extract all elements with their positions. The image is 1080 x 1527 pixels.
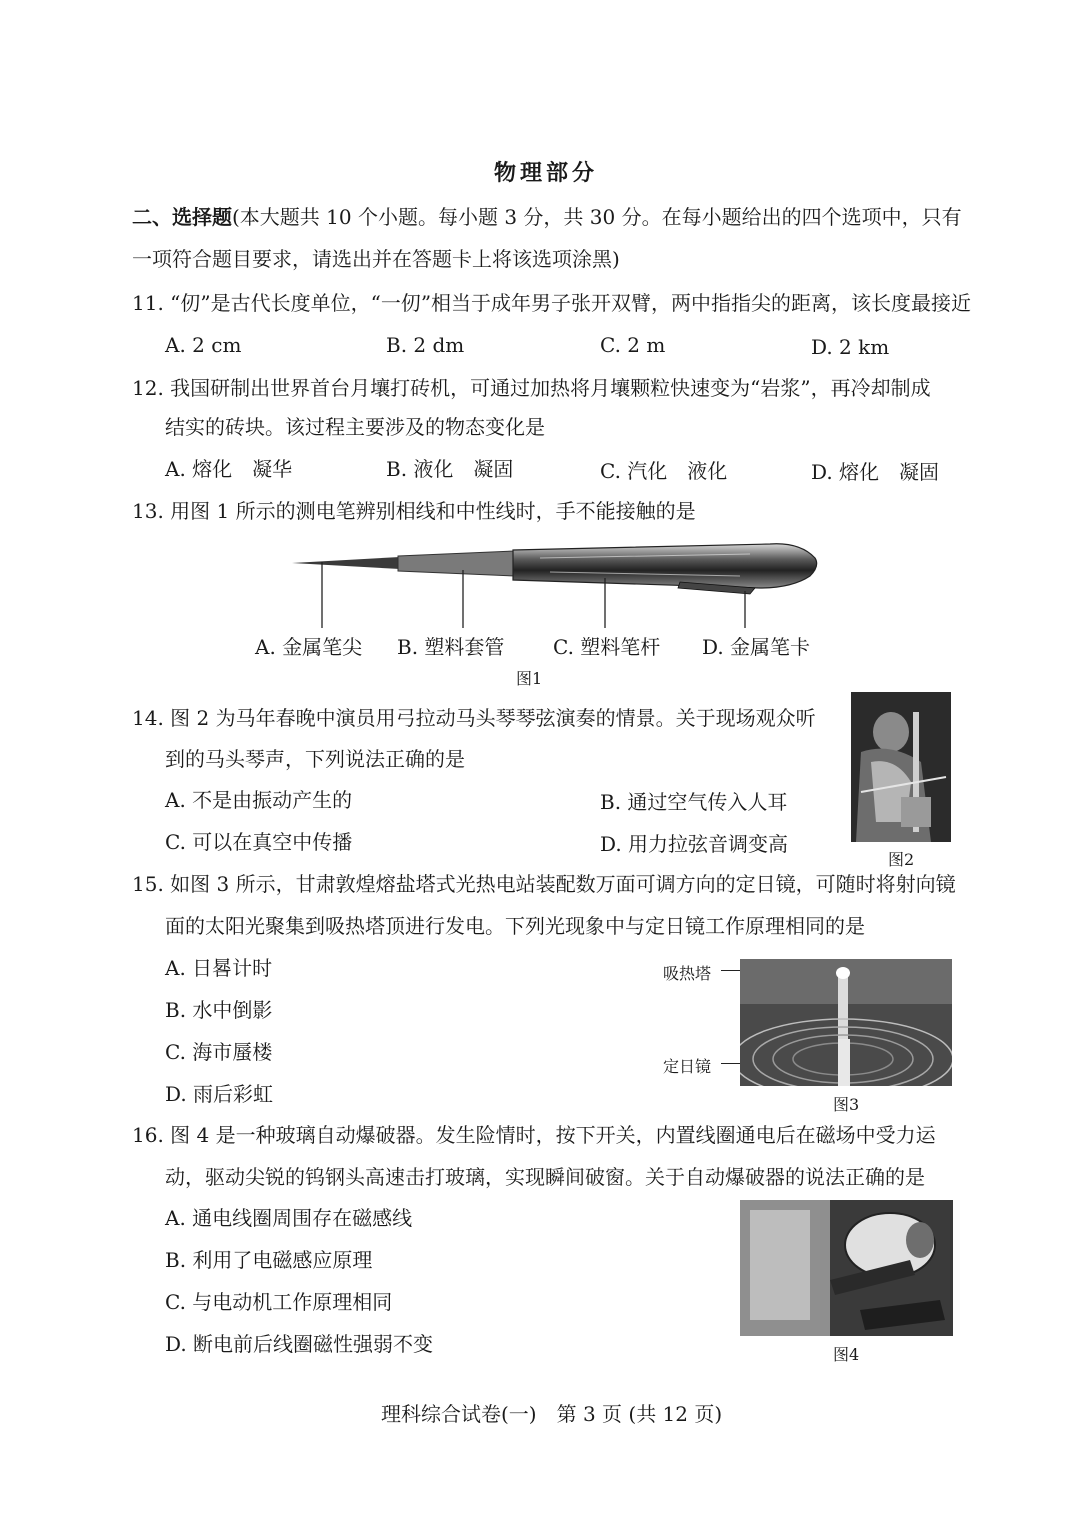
section-intro-line-1	[132, 204, 962, 230]
section-heading: 二、选择题	[132, 205, 232, 229]
q14-option-a: A. 不是由振动产生的	[165, 788, 353, 812]
section-intro-line-2: 一项符合题目要求，请选出并在答题卡上将该选项涂黑)	[132, 247, 620, 271]
q16-stem-line-1: 16. 图 4 是一种玻璃自动爆破器。发生险情时，按下开关，内置线圈通电后在磁场中受力运	[132, 1123, 936, 1147]
q11-option-d: D. 2 km	[811, 335, 890, 359]
figure-4-photo	[740, 1200, 953, 1336]
figure-3-caption: 图3	[833, 1095, 860, 1114]
q15-stem-line-2: 面的太阳光聚集到吸热塔顶进行发电。下列光现象中与定日镜工作原理相同的是	[165, 914, 865, 938]
figure-2-caption: 图2	[888, 850, 915, 869]
q15-option-c: C. 海市蜃楼	[165, 1040, 273, 1064]
pen-plastic-sleeve	[398, 551, 515, 576]
q16-option-b: B. 利用了电磁感应原理	[165, 1248, 373, 1272]
q11-option-b: B. 2 dm	[386, 333, 465, 357]
q15-option-b: B. 水中倒影	[165, 998, 273, 1022]
pen-metal-tip	[292, 557, 400, 569]
q15-option-d: D. 雨后彩虹	[165, 1082, 274, 1106]
q12-stem-line-2: 结实的砖块。该过程主要涉及的物态变化是	[165, 415, 545, 439]
q15-stem-line-1: 15. 如图 3 所示，甘肃敦煌熔盐塔式光热电站装配数万面可调方向的定日镜，可随时将射向镜	[132, 872, 956, 896]
q16-option-d: D. 断电前后线圈磁性强弱不变	[165, 1332, 434, 1356]
figure-4-caption: 图4	[833, 1345, 860, 1364]
q16-option-a: A. 通电线圈周围存在磁感线	[165, 1206, 413, 1230]
fig1-label-d: D. 金属笔卡	[702, 635, 811, 659]
figure-1-caption: 图1	[516, 669, 543, 688]
fig3-label-tower: 吸热塔	[663, 964, 712, 983]
q14-stem-line-1: 14. 图 2 为马年春晚中演员用弓拉动马头琴琴弦演奏的情景。关于现场观众听	[132, 706, 816, 730]
fig3-label-mirror: 定日镜	[663, 1057, 712, 1076]
page-title: 物理部分	[494, 160, 599, 186]
q15-option-a: A. 日晷计时	[165, 956, 273, 980]
fig1-label-a: A. 金属笔尖	[255, 635, 363, 659]
figure-3-photo	[740, 959, 952, 1086]
q11-stem: 11. “仞”是古代长度单位，“一仞”相当于成年男子张开双臂，两中指指尖的距离，该长度最接近	[132, 291, 972, 315]
figure-2-photo	[851, 692, 951, 842]
figure-1-test-pen	[280, 538, 840, 638]
q13-stem: 13. 用图 1 所示的测电笔辨别相线和中性线时，手不能接触的是	[132, 499, 696, 523]
q11-option-a: A. 2 cm	[165, 333, 242, 357]
pen-plastic-barrel	[513, 544, 817, 588]
q12-option-d: D. 熔化 凝固	[811, 460, 940, 484]
q12-option-a: A. 熔化 凝华	[165, 457, 293, 481]
q14-option-b: B. 通过空气传入人耳	[600, 790, 788, 814]
q16-stem-line-2: 动，驱动尖锐的钨钢头高速击打玻璃，实现瞬间破窗。关于自动爆破器的说法正确的是	[165, 1165, 925, 1189]
fig1-label-c: C. 塑料笔杆	[553, 635, 661, 659]
q12-option-b: B. 液化 凝固	[386, 457, 514, 481]
page-footer: 理科综合试卷(一) 第 3 页 (共 12 页)	[381, 1402, 723, 1426]
section-intro-text: (本大题共 10 个小题。每小题 3 分，共 30 分。在每小题给出的四个选项中，只有	[232, 205, 962, 229]
q14-option-d: D. 用力拉弦音调变高	[600, 832, 789, 856]
q12-stem-line-1: 12. 我国研制出世界首台月壤打砖机，可通过加热将月壤颗粒快速变为“岩浆”，再冷却制成	[132, 376, 931, 400]
fig1-label-b: B. 塑料套管	[397, 635, 505, 659]
q16-option-c: C. 与电动机工作原理相同	[165, 1290, 393, 1314]
q11-option-c: C. 2 m	[600, 333, 666, 357]
absorber-tower	[838, 971, 848, 1041]
q14-stem-line-2: 到的马头琴声，下列说法正确的是	[165, 747, 465, 771]
q14-option-c: C. 可以在真空中传播	[165, 830, 353, 854]
q12-option-c: C. 汽化 液化	[600, 459, 728, 483]
